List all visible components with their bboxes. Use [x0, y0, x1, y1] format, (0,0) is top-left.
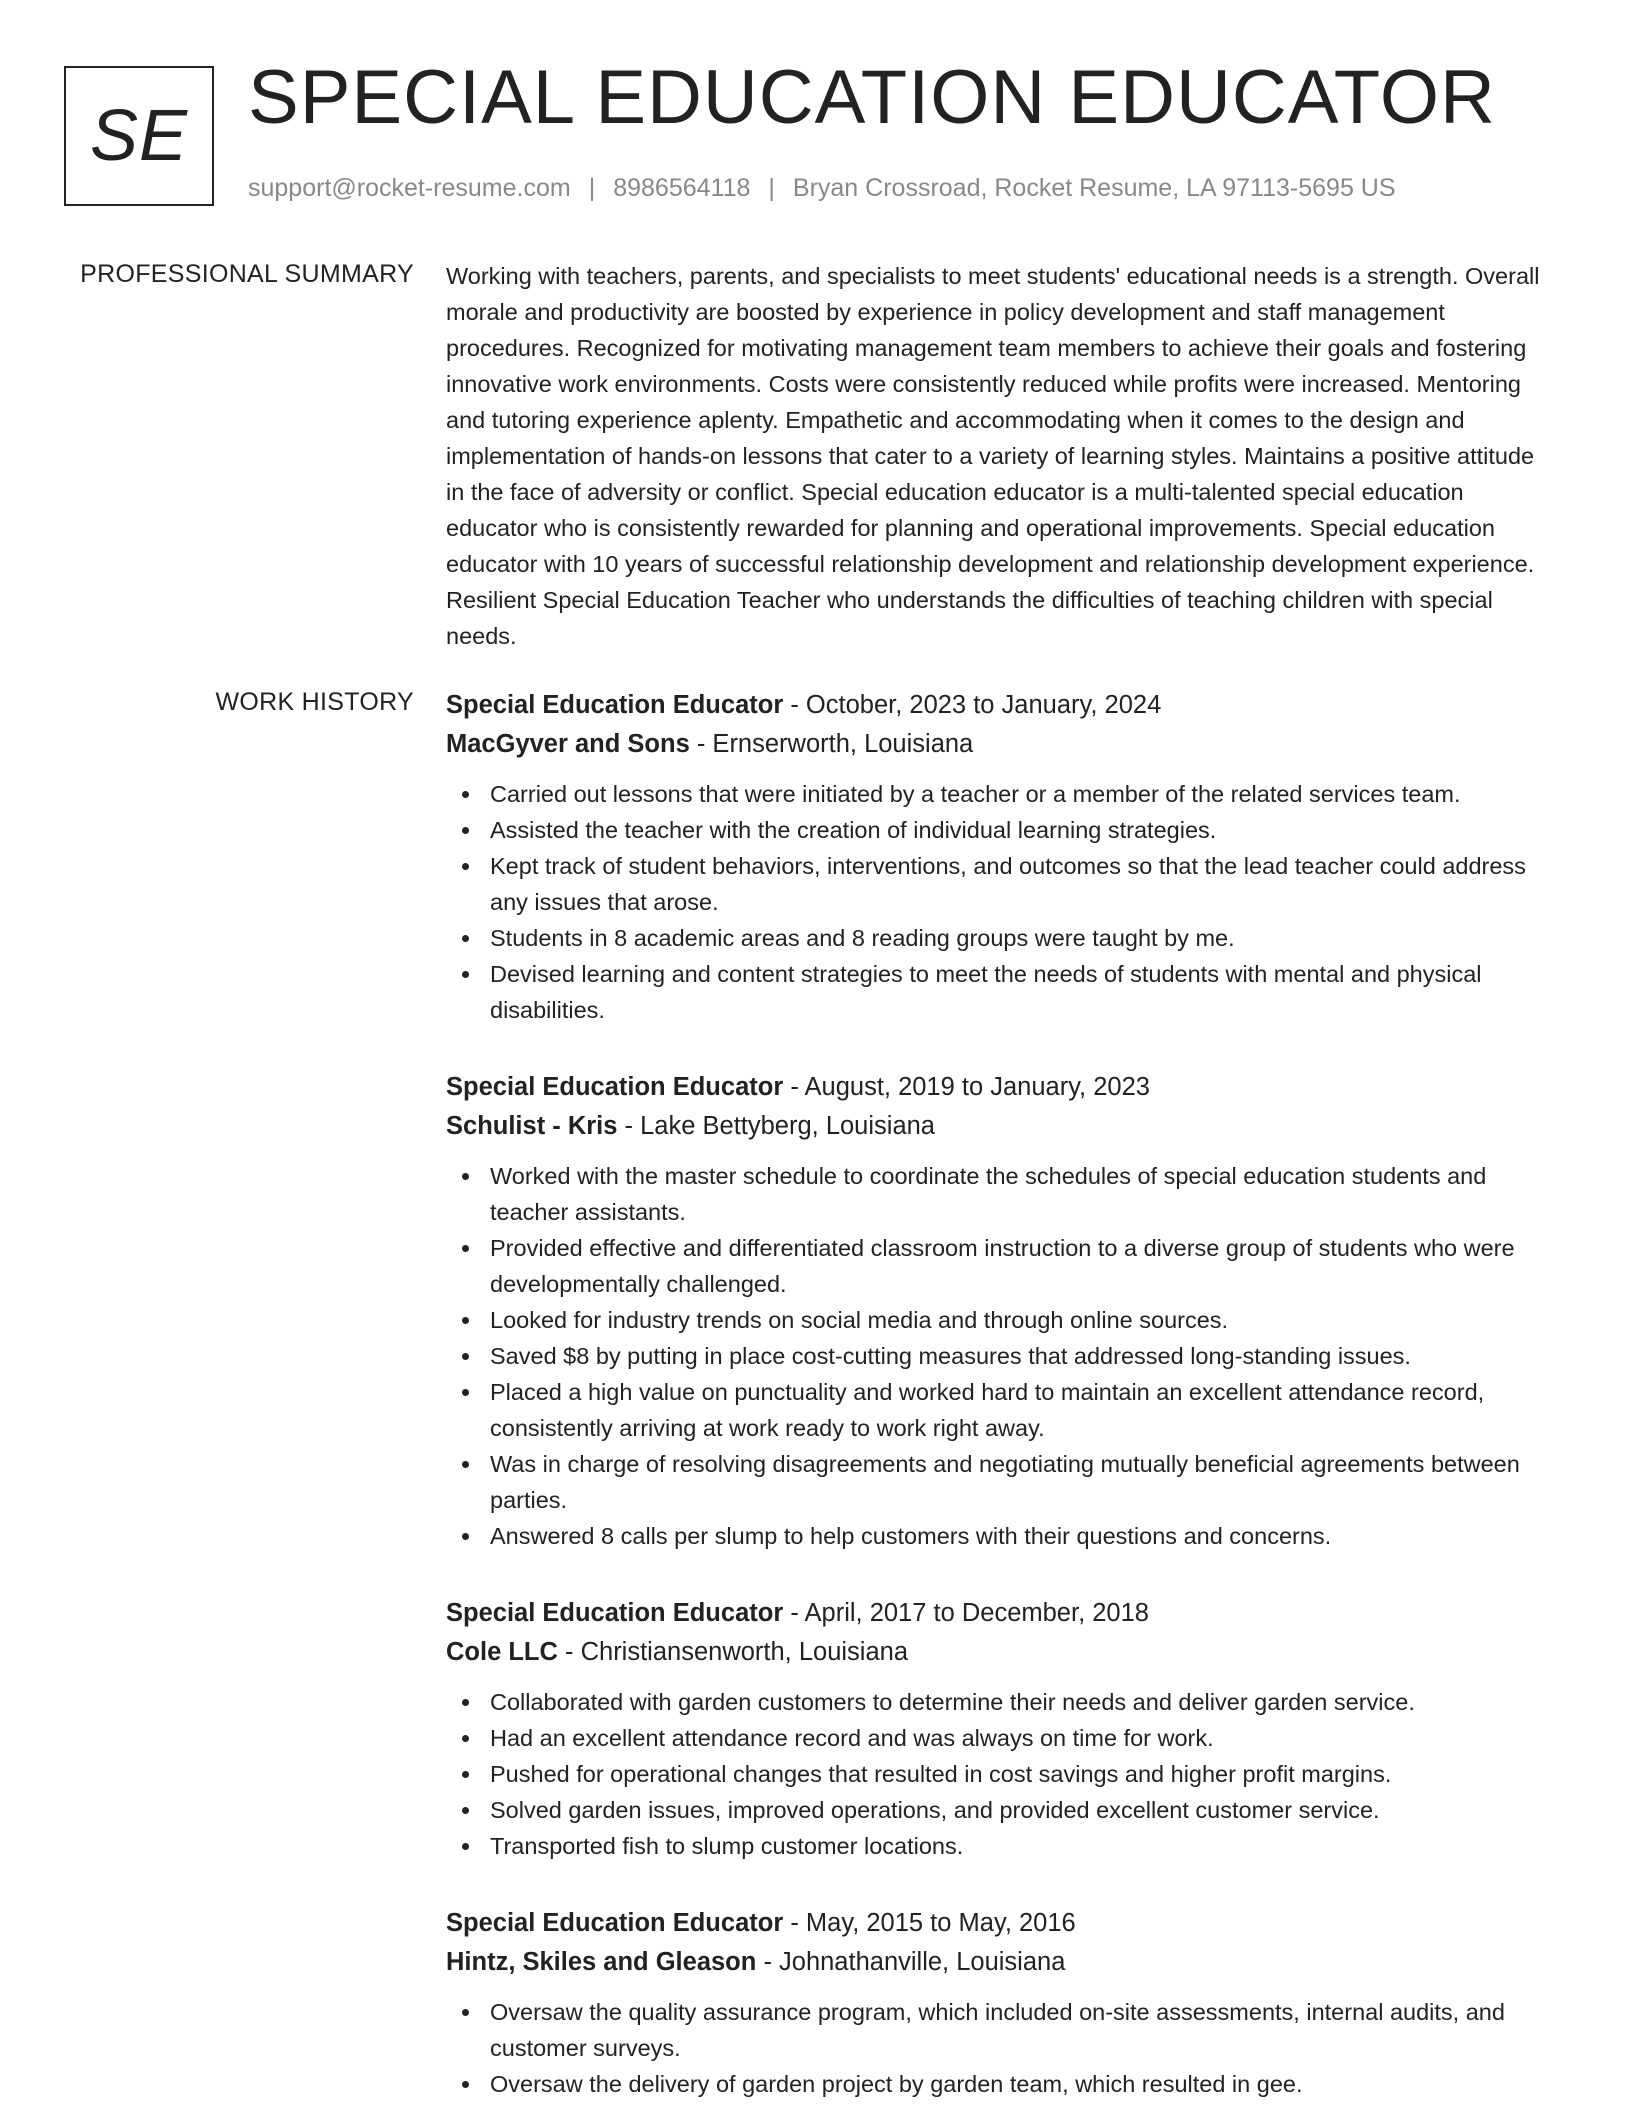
contact-separator: | — [588, 174, 596, 202]
summary-body — [446, 258, 1556, 654]
job-location: - Johnathanville, Louisiana — [763, 1948, 1066, 1976]
candidate-title: SPECIAL EDUCATION EDUCATOR — [248, 55, 1496, 140]
job-bullet: Collaborated with garden customers to determine their needs and deliver garden service. — [490, 1684, 1556, 1720]
contact-line — [248, 174, 1396, 203]
job-bullet: Solved garden issues, improved operations, and provided excellent customer service. — [490, 1792, 1556, 1828]
monogram-initials: SE — [89, 96, 189, 176]
job-company: Schulist - Kris — [446, 1112, 618, 1140]
job-company: MacGyver and Sons — [446, 730, 690, 758]
job-role: Special Education Educator — [446, 1599, 784, 1627]
job-location: - Lake Bettyberg, Louisiana — [624, 1112, 935, 1140]
work-history-heading: WORK HISTORY — [215, 688, 414, 716]
job-bullet: Transported fish to slump customer locations. — [490, 1828, 1556, 1864]
job-bullet: Looked for industry trends on social media and through online sources. — [490, 1302, 1556, 1338]
job-company-line — [446, 1943, 1556, 1982]
job-dates: - August, 2019 to January, 2023 — [790, 1073, 1150, 1101]
job-bullet: Oversaw the quality assurance program, which included on-site assessments, internal audits, and customer surveys. — [490, 1994, 1556, 2066]
job-bullet: Saved $8 by putting in place cost-cutting measures that addressed long-standing issues. — [490, 1338, 1556, 1374]
job-bullet: Devised learning and content strategies to meet the needs of students with mental and physical disabilities. — [490, 956, 1556, 1028]
job-company-line — [446, 725, 1556, 764]
job-dates: - October, 2023 to January, 2024 — [790, 691, 1162, 719]
job-bullet: Answered 8 calls per slump to help customers with their questions and concerns. — [490, 1518, 1556, 1554]
job-bullet: Carried out lessons that were initiated by a teacher or a member of the related services team. — [490, 776, 1556, 812]
job-company: Hintz, Skiles and Gleason — [446, 1948, 757, 1976]
contact-address: Bryan Crossroad, Rocket Resume, LA 97113-5695 US — [792, 174, 1396, 202]
job-bullet: Students in 8 academic areas and 8 reading groups were taught by me. — [490, 920, 1556, 956]
job-location: - Christiansenworth, Louisiana — [565, 1638, 909, 1666]
job-entry — [446, 1068, 1556, 1554]
summary-text: Working with teachers, parents, and specialists to meet students' educational needs is a strength. Overall morale and productivity are boosted by experience in policy development and staff management procedures. Recognized for motivating management team members to achieve their goals and fostering innovative work environments. Costs were consistently reduced while profits were increased. Mentoring and tutoring experience aplenty. Empathetic and accommodating when it comes to the design and implementation of hands-on lessons that cater to a variety of learning styles. Maintains a positive attitude in the face of adversity or conflict. Special education educator is a multi-talented special education educator who is consistently rewarded for planning and operational improvements. Special education educator with 10 years of successful relationship development and relationship development experience. Resilient Special Education Teacher who understands the difficulties of teaching children with special needs. — [446, 263, 1540, 649]
job-company: Cole LLC — [446, 1638, 558, 1666]
monogram-box — [64, 66, 214, 206]
job-role: Special Education Educator — [446, 1073, 784, 1101]
job-bullet: Assisted the teacher with the creation of individual learning strategies. — [490, 812, 1556, 848]
job-role: Special Education Educator — [446, 1909, 784, 1937]
contact-email: support@rocket-resume.com — [248, 174, 571, 202]
job-bullet-list — [446, 1158, 1556, 1554]
job-location: - Ernserworth, Louisiana — [696, 730, 974, 758]
job-bullet: Was in charge of resolving disagreements and negotiating mutually beneficial agreements between parties. — [490, 1446, 1556, 1518]
job-entry — [446, 1594, 1556, 1864]
job-bullet: Provided effective and differentiated classroom instruction to a diverse group of students who were developmentally challenged. — [490, 1230, 1556, 1302]
contact-separator: | — [768, 174, 775, 202]
contact-phone: 8986564118 — [613, 174, 751, 202]
job-company-line — [446, 1633, 1556, 1672]
job-role-line — [446, 1594, 1556, 1633]
job-role-line — [446, 1068, 1556, 1107]
job-role: Special Education Educator — [446, 691, 784, 719]
job-bullet: Placed a high value on punctuality and worked hard to maintain an excellent attendance record, consistently arriving at work ready to work right away. — [490, 1374, 1556, 1446]
job-bullet-list — [446, 1684, 1556, 1864]
job-bullet: Worked with the master schedule to coordinate the schedules of special education students and teacher assistants. — [490, 1158, 1556, 1230]
job-bullet-list — [446, 776, 1556, 1028]
job-role-line — [446, 686, 1556, 725]
job-entry — [446, 686, 1556, 1028]
job-dates: - May, 2015 to May, 2016 — [790, 1909, 1076, 1937]
summary-heading: PROFESSIONAL SUMMARY — [80, 260, 414, 288]
work-history-body — [446, 686, 1556, 2112]
job-company-line — [446, 1107, 1556, 1146]
job-bullet: Kept track of student behaviors, interventions, and outcomes so that the lead teacher could address any issues that arose. — [490, 848, 1556, 920]
job-bullet: Pushed for operational changes that resulted in cost savings and higher profit margins. — [490, 1756, 1556, 1792]
job-dates: - April, 2017 to December, 2018 — [790, 1599, 1149, 1627]
job-entry — [446, 1904, 1556, 2102]
job-bullet: Had an excellent attendance record and was always on time for work. — [490, 1720, 1556, 1756]
job-bullet-list — [446, 1994, 1556, 2102]
job-bullet: Oversaw the delivery of garden project by garden team, which resulted in gee. — [490, 2066, 1556, 2102]
job-role-line — [446, 1904, 1556, 1943]
